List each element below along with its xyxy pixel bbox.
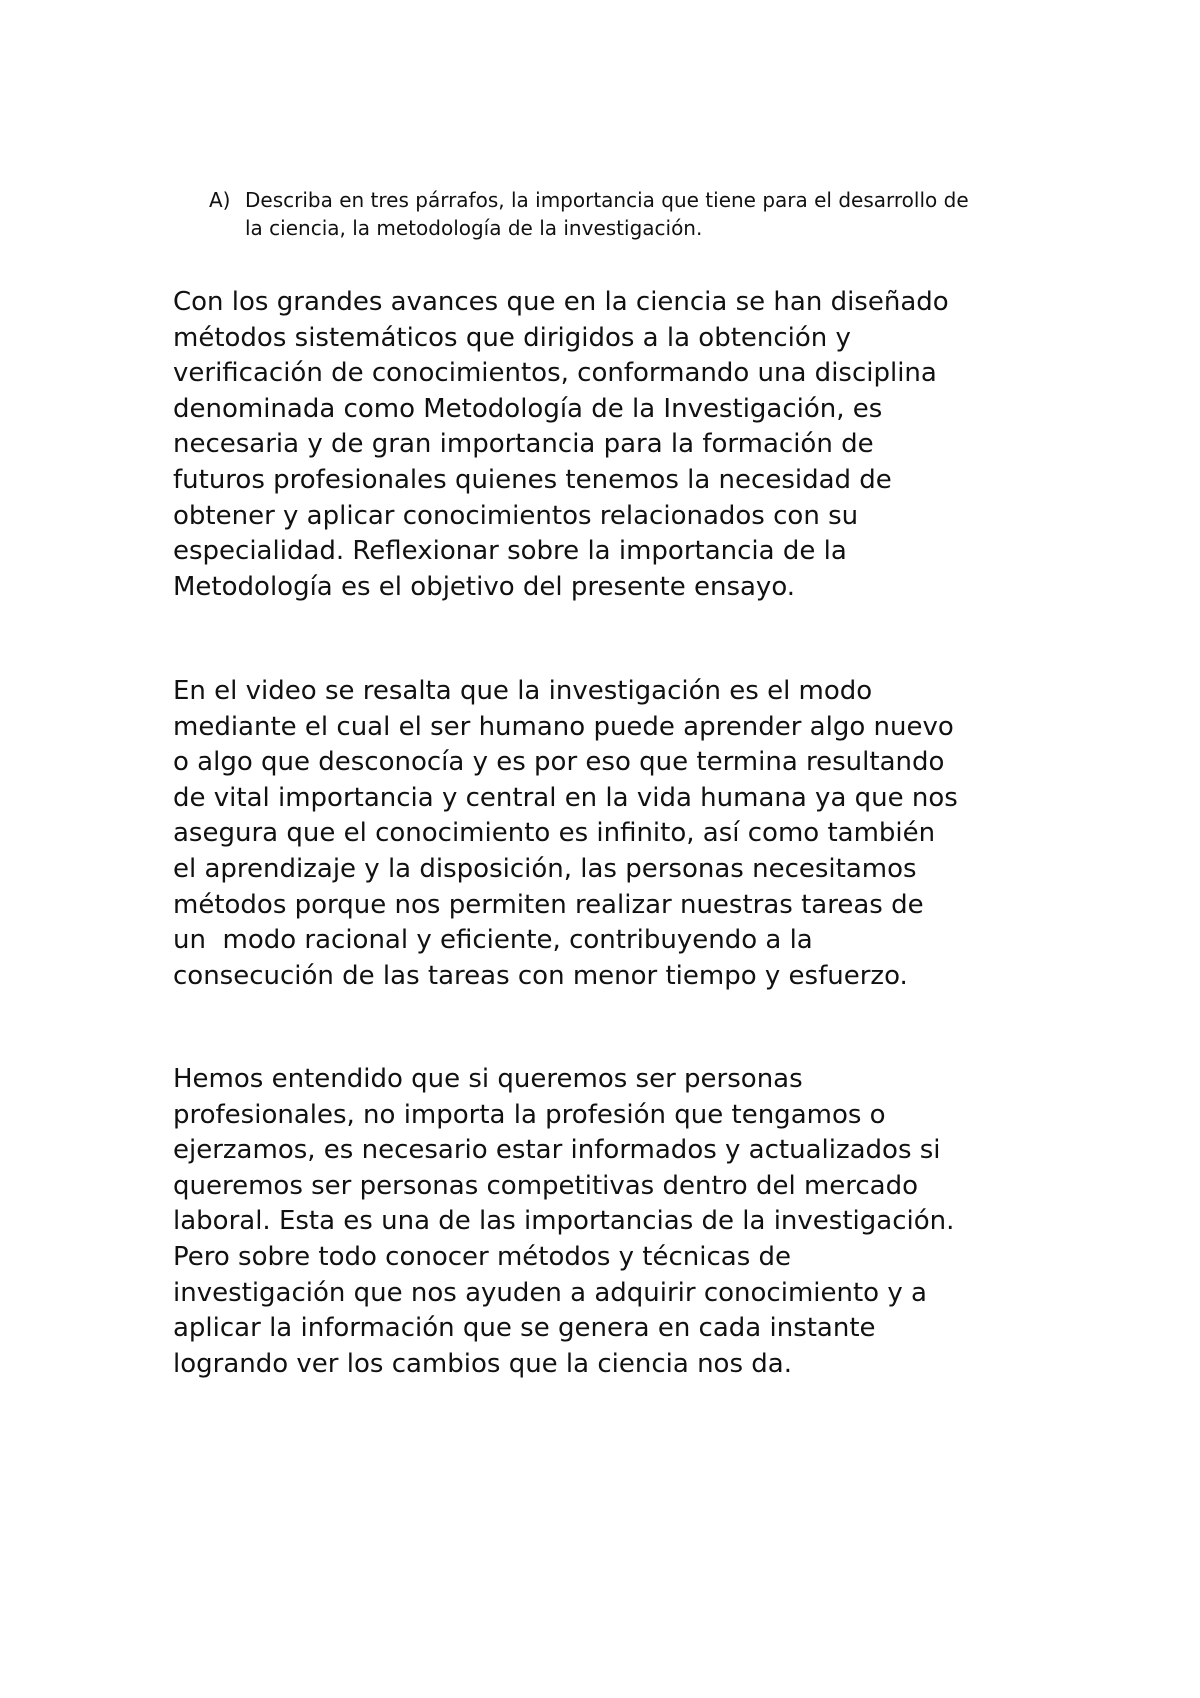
paragraph-line: mediante el cual el ser humano puede aprender algo nuevo bbox=[173, 711, 954, 742]
paragraph-line: un modo racional y eficiente, contribuyendo a la bbox=[173, 925, 813, 956]
paragraph-line: métodos porque nos permiten realizar nuestras tareas de bbox=[173, 889, 924, 920]
paragraph-1 bbox=[173, 285, 1053, 605]
paragraph-line: Con los grandes avances que en la ciencia se han diseñado bbox=[173, 287, 949, 317]
paragraph-line: el aprendizaje y la disposición, las personas necesitamos bbox=[173, 853, 917, 884]
paragraph-2 bbox=[173, 674, 1053, 994]
question-text: Describa en tres párrafos, la importancia que tiene para el desarrollo de la ciencia, la metodología de la investigación. bbox=[245, 188, 969, 240]
paragraph-line: obtener y aplicar conocimientos relacionados con su bbox=[173, 500, 859, 531]
paragraph-line: logrando ver los cambios que la ciencia nos da. bbox=[173, 1348, 792, 1379]
paragraph-line: necesaria y de gran importancia para la formación de bbox=[173, 429, 874, 460]
paragraph-line: futuros profesionales quienes tenemos la necesidad de bbox=[173, 464, 892, 495]
paragraph-line: investigación que nos ayuden a adquirir conocimiento y a bbox=[173, 1277, 927, 1308]
paragraph-line: Pero sobre todo conocer métodos y técnicas de bbox=[173, 1241, 792, 1272]
paragraph-line: laboral. Esta es una de las importancias de la investigación. bbox=[173, 1206, 955, 1237]
paragraph-3 bbox=[173, 1062, 1053, 1382]
paragraph-line: especialidad. Reflexionar sobre la importancia de la bbox=[173, 536, 847, 567]
paragraph-line: profesionales, no importa la profesión que tengamos o bbox=[173, 1099, 886, 1130]
question-item bbox=[209, 186, 989, 242]
paragraph-line: Hemos entendido que si queremos ser personas bbox=[173, 1064, 803, 1094]
paragraph-line: aplicar la información que se genera en cada instante bbox=[173, 1313, 876, 1344]
paragraph-line: o algo que desconocía y es por eso que termina resultando bbox=[173, 747, 945, 778]
question-marker: A) bbox=[209, 188, 231, 212]
paragraph-line: En el video se resalta que la investigación es el modo bbox=[173, 676, 873, 706]
paragraph-line: consecución de las tareas con menor tiempo y esfuerzo. bbox=[173, 960, 908, 991]
paragraph-line: asegura que el conocimiento es infinito, así como también bbox=[173, 818, 936, 849]
paragraph-line: queremos ser personas competitivas dentro del mercado bbox=[173, 1170, 919, 1201]
paragraph-line: de vital importancia y central en la vida humana ya que nos bbox=[173, 782, 958, 813]
paragraph-line: métodos sistemáticos que dirigidos a la obtención y bbox=[173, 322, 851, 353]
paragraph-line: denominada como Metodología de la Investigación, es bbox=[173, 393, 883, 424]
paragraph-line: ejerzamos, es necesario estar informados y actualizados si bbox=[173, 1135, 941, 1166]
paragraph-line: verificación de conocimientos, conformando una disciplina bbox=[173, 358, 937, 389]
paragraph-line: Metodología es el objetivo del presente ensayo. bbox=[173, 571, 796, 602]
